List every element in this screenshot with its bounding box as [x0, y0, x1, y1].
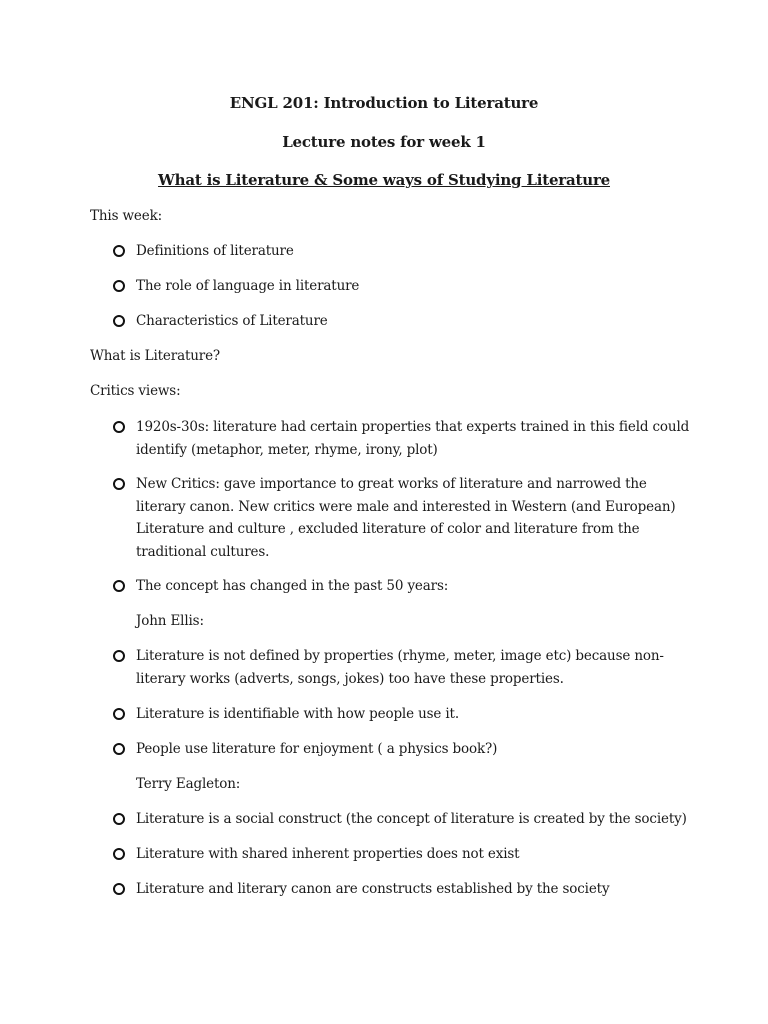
circle-bullet-icon [113, 708, 125, 720]
list-item: 1920s-30s: literature had certain properties that experts trained in this field could identify (metaphor, meter, rhyme, irony, plot) [113, 416, 693, 461]
list-item: Characteristics of Literature [113, 310, 693, 333]
circle-bullet-icon [113, 580, 125, 592]
list-item: People use literature for enjoyment ( a physics book?) [113, 738, 693, 761]
circle-bullet-icon [113, 245, 125, 257]
this-week-label: This week: [90, 208, 162, 224]
course-code: ENGL 201 [229, 94, 314, 112]
circle-bullet-icon [113, 478, 125, 490]
circle-bullet-icon [113, 848, 125, 860]
circle-bullet-icon [113, 315, 125, 327]
lecture-subtitle: Lecture notes for week 1 [282, 133, 486, 151]
list-item: Literature is not defined by properties (rhyme, meter, image etc) because non-literary works (adverts, songs, jokes) too have these properties. [113, 645, 693, 690]
circle-bullet-icon [113, 280, 125, 292]
list-item: New Critics: gave importance to great works of literature and narrowed the literary canon. New critics were male and interested in Western (and European) Literature and culture , excluded literature of color and literature from the traditional cultures. [113, 473, 693, 563]
list-item: Literature and literary canon are constructs established by the society [113, 878, 693, 901]
circle-bullet-icon [113, 813, 125, 825]
list-item: The concept has changed in the past 50 years: [113, 575, 693, 598]
lecture-topic: What is Literature & Some ways of Studying Literature [158, 171, 610, 189]
circle-bullet-icon [113, 650, 125, 662]
course-heading [0, 94, 768, 112]
list-item: Literature is a social construct (the concept of literature is created by the society) [113, 808, 693, 831]
list-item: The role of language in literature [113, 275, 693, 298]
circle-bullet-icon [113, 743, 125, 755]
ellis-label: John Ellis: [136, 613, 204, 629]
circle-bullet-icon [113, 883, 125, 895]
course-title: : Introduction to Literature [313, 94, 539, 112]
critics-label: Critics views: [90, 383, 181, 399]
question-heading: What is Literature? [90, 348, 221, 364]
eagleton-label: Terry Eagleton: [136, 776, 241, 792]
list-item: Literature is identifiable with how people use it. [113, 703, 693, 726]
list-item: Literature with shared inherent properties does not exist [113, 843, 693, 866]
circle-bullet-icon [113, 421, 125, 433]
list-item: Definitions of literature [113, 240, 693, 263]
